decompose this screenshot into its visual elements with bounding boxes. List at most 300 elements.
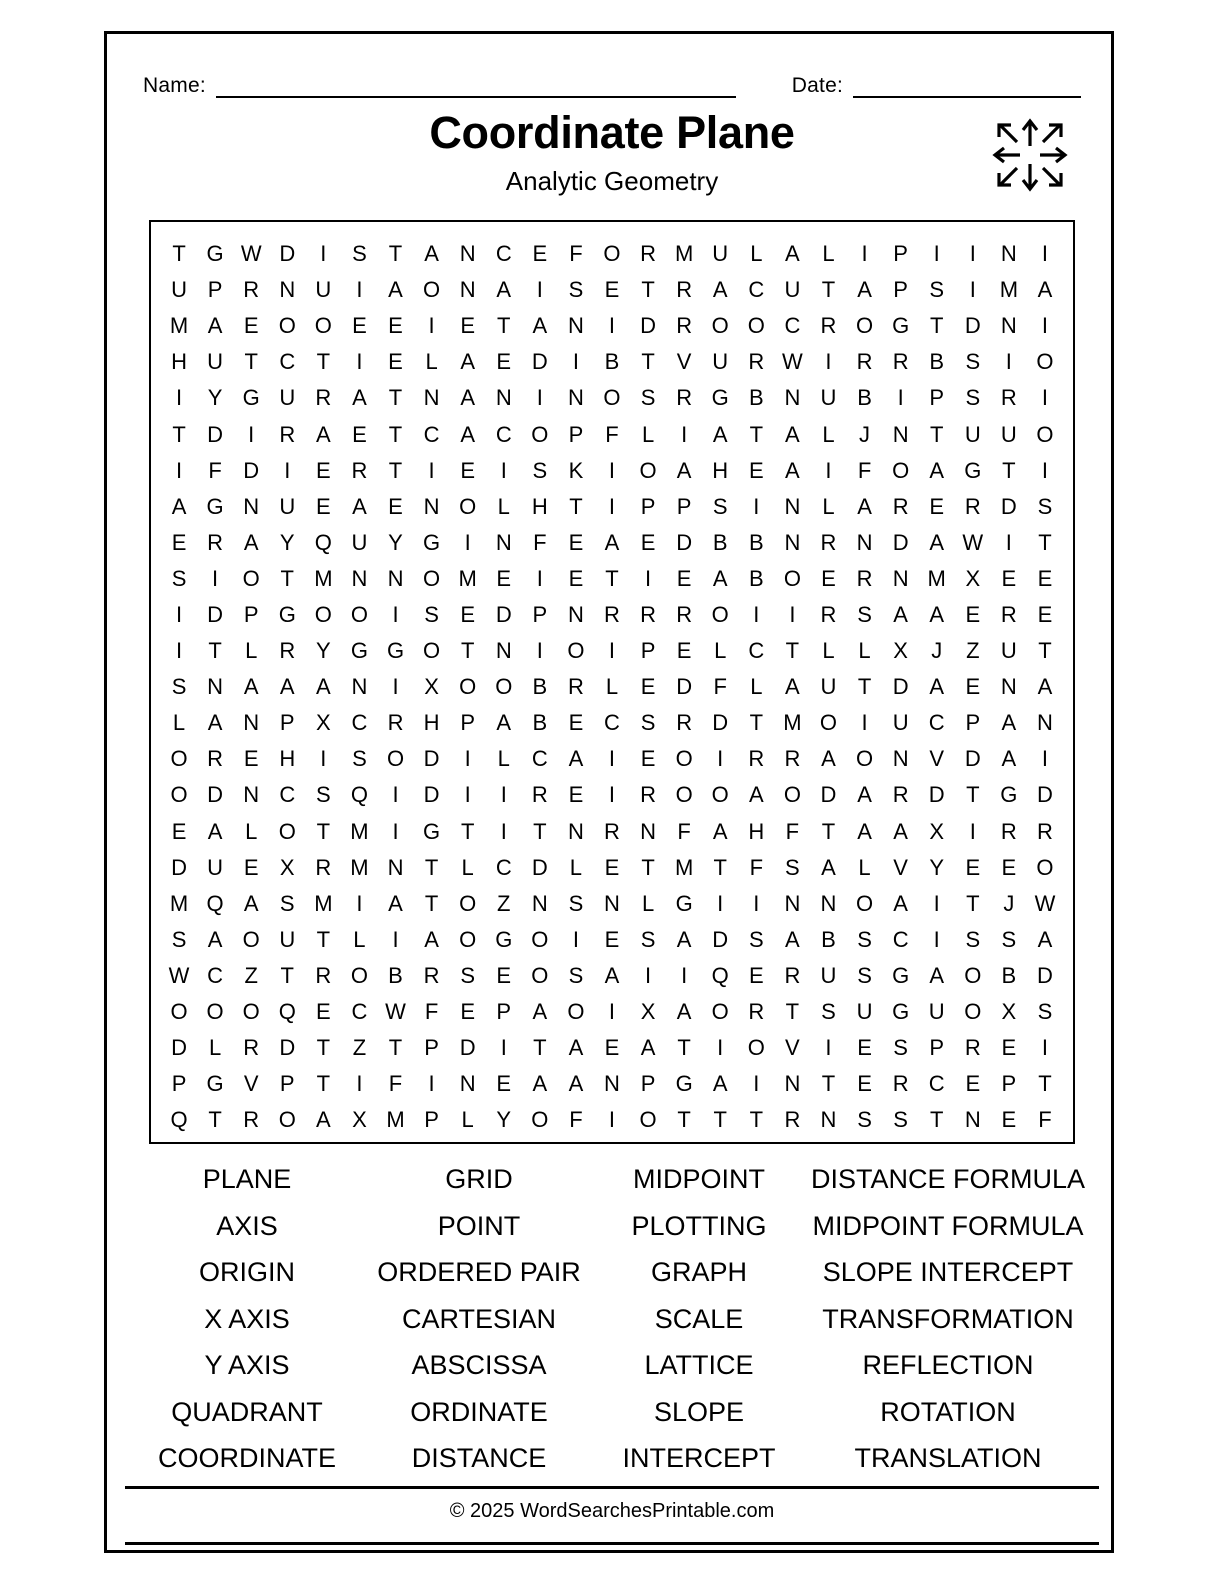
grid-cell[interactable]: D [423, 746, 440, 772]
grid-cell[interactable]: N [784, 493, 801, 519]
grid-cell[interactable]: R [640, 241, 657, 267]
grid-cell[interactable]: S [316, 782, 331, 808]
grid-cell[interactable]: I [753, 1071, 760, 1097]
grid-cell[interactable]: R [279, 638, 296, 664]
grid-cell[interactable]: E [460, 601, 476, 627]
grid-cell[interactable]: R [207, 746, 224, 772]
grid-cell[interactable]: U [1000, 421, 1017, 447]
grid-cell[interactable]: R [856, 349, 873, 375]
grid-cell[interactable]: R [640, 601, 657, 627]
grid-cell[interactable]: T [641, 854, 655, 880]
grid-cell[interactable]: T [713, 1107, 727, 1133]
grid-cell[interactable]: U [712, 349, 729, 375]
grid-cell[interactable]: C [928, 1071, 945, 1097]
grid-cell[interactable]: C [748, 638, 765, 664]
grid-cell[interactable]: D [712, 710, 729, 736]
grid-cell[interactable]: E [568, 529, 584, 555]
grid-cell[interactable]: A [604, 529, 620, 555]
grid-cell[interactable]: I [464, 529, 471, 555]
grid-cell[interactable]: O [531, 926, 549, 952]
grid-cell[interactable]: P [676, 493, 692, 519]
grid-cell[interactable]: C [604, 710, 620, 736]
grid-cell[interactable]: P [640, 638, 656, 664]
grid-cell[interactable]: O [747, 1035, 765, 1061]
grid-cell[interactable]: R [964, 1035, 981, 1061]
grid-cell[interactable]: U [207, 854, 224, 880]
grid-cell[interactable]: L [353, 926, 366, 952]
grid-cell[interactable]: R [820, 313, 837, 339]
grid-cell[interactable]: M [458, 565, 477, 591]
grid-cell[interactable]: A [676, 999, 692, 1025]
grid-cell[interactable]: G [964, 457, 982, 483]
grid-cell[interactable]: E [640, 674, 656, 700]
grid-cell[interactable]: S [857, 1107, 872, 1133]
grid-cell[interactable]: Z [966, 638, 980, 664]
grid-cell[interactable]: M [169, 313, 189, 339]
grid-cell[interactable]: E [568, 710, 584, 736]
grid-cell[interactable]: I [500, 457, 507, 483]
grid-cell[interactable]: E [1001, 1107, 1017, 1133]
grid-cell[interactable]: M [314, 565, 333, 591]
grid-cell[interactable]: T [172, 241, 186, 267]
grid-cell[interactable]: E [857, 1071, 872, 1097]
grid-cell[interactable]: A [893, 601, 908, 627]
grid-cell[interactable]: T [749, 1107, 764, 1133]
grid-cell[interactable]: F [1038, 1107, 1052, 1133]
grid-cell[interactable]: T [821, 277, 836, 303]
grid-cell[interactable]: I [392, 674, 399, 700]
grid-cell[interactable]: A [676, 457, 692, 483]
grid-cell[interactable]: P [424, 1035, 439, 1061]
grid-cell[interactable]: R [243, 277, 260, 303]
grid-cell[interactable]: F [605, 421, 619, 447]
grid-cell[interactable]: O [711, 999, 729, 1025]
grid-cell[interactable]: E [460, 313, 476, 339]
grid-cell[interactable]: O [855, 313, 874, 339]
grid-cell[interactable]: S [965, 385, 981, 411]
grid-cell[interactable]: I [1041, 313, 1049, 339]
grid-cell[interactable]: A [748, 782, 764, 808]
grid-cell[interactable]: P [929, 1035, 945, 1061]
grid-cell[interactable]: T [388, 421, 403, 447]
grid-cell[interactable]: R [567, 674, 584, 700]
grid-cell[interactable]: E [532, 241, 548, 267]
grid-cell[interactable]: E [1037, 565, 1053, 591]
grid-cell[interactable]: L [858, 854, 871, 880]
grid-cell[interactable]: T [785, 638, 800, 664]
grid-cell[interactable]: U [820, 962, 837, 988]
grid-cell[interactable]: G [206, 1071, 224, 1097]
grid-cell[interactable]: I [825, 457, 832, 483]
grid-cell[interactable]: Y [496, 1107, 512, 1133]
grid-cell[interactable]: U [207, 349, 224, 375]
grid-cell[interactable]: T [280, 565, 294, 591]
grid-cell[interactable]: C [207, 962, 224, 988]
grid-cell[interactable]: B [604, 349, 620, 375]
grid-cell[interactable]: I [284, 457, 291, 483]
grid-cell[interactable]: M [783, 710, 802, 736]
grid-cell[interactable]: D [171, 854, 187, 880]
grid-cell[interactable]: D [243, 457, 260, 483]
grid-cell[interactable]: N [207, 674, 224, 700]
grid-cell[interactable]: M [169, 890, 189, 916]
word-list-item[interactable]: ROTATION [880, 1396, 1016, 1427]
grid-cell[interactable]: O [1036, 349, 1054, 375]
grid-cell[interactable]: A [207, 926, 223, 952]
word-list-item[interactable]: SCALE [654, 1303, 744, 1334]
grid-cell[interactable]: I [500, 782, 507, 808]
grid-cell[interactable]: E [1037, 601, 1053, 627]
grid-cell[interactable]: A [532, 999, 548, 1025]
grid-cell[interactable]: S [1001, 926, 1017, 952]
grid-cell[interactable]: D [892, 529, 909, 555]
grid-cell[interactable]: T [497, 313, 511, 339]
grid-cell[interactable]: I [1041, 457, 1049, 483]
grid-cell[interactable]: W [240, 241, 262, 267]
grid-cell[interactable]: N [856, 529, 873, 555]
grid-cell[interactable]: D [531, 854, 548, 880]
grid-cell[interactable]: L [822, 638, 835, 664]
grid-cell[interactable]: E [388, 313, 403, 339]
grid-cell[interactable]: N [1037, 710, 1053, 736]
grid-cell[interactable]: R [748, 746, 765, 772]
grid-cell[interactable]: O [242, 999, 260, 1025]
grid-cell[interactable]: E [316, 999, 331, 1025]
grid-cell[interactable]: G [350, 638, 368, 664]
grid-cell[interactable]: I [1005, 349, 1012, 375]
grid-cell[interactable]: B [532, 710, 548, 736]
grid-cell[interactable]: B [388, 962, 403, 988]
grid-cell[interactable]: E [676, 565, 692, 591]
grid-cell[interactable]: T [929, 1107, 944, 1133]
grid-cell[interactable]: C [531, 746, 548, 772]
grid-cell[interactable]: R [748, 999, 765, 1025]
grid-cell[interactable]: M [314, 890, 333, 916]
word-list-item[interactable]: PLANE [202, 1164, 292, 1195]
grid-cell[interactable]: D [1037, 962, 1053, 988]
grid-cell[interactable]: G [892, 313, 910, 339]
word-list-item[interactable]: REFLECTION [862, 1350, 1034, 1381]
grid-cell[interactable]: A [929, 529, 945, 555]
grid-cell[interactable]: E [748, 457, 764, 483]
grid-cell[interactable]: U [712, 241, 729, 267]
grid-cell[interactable]: A [929, 601, 945, 627]
grid-cell[interactable]: A [388, 277, 403, 303]
grid-cell[interactable]: B [1001, 962, 1017, 988]
grid-cell[interactable]: G [206, 493, 224, 519]
grid-cell[interactable]: R [856, 565, 873, 591]
grid-cell[interactable]: R [351, 457, 368, 483]
grid-cell[interactable]: V [243, 1071, 259, 1097]
grid-cell[interactable]: O [675, 782, 693, 808]
grid-cell[interactable]: O [350, 601, 368, 627]
grid-cell[interactable]: I [969, 241, 976, 267]
grid-cell[interactable]: F [713, 674, 727, 700]
grid-cell[interactable]: I [753, 601, 760, 627]
grid-cell[interactable]: X [352, 1107, 367, 1133]
grid-cell[interactable]: I [428, 1071, 435, 1097]
grid-cell[interactable]: Y [388, 529, 403, 555]
grid-cell[interactable]: R [676, 385, 693, 411]
grid-cell[interactable]: L [497, 493, 510, 519]
grid-cell[interactable]: D [207, 601, 224, 627]
grid-cell[interactable]: I [248, 421, 255, 447]
grid-cell[interactable]: P [893, 277, 908, 303]
grid-cell[interactable]: T [316, 349, 331, 375]
grid-cell[interactable]: O [531, 1107, 549, 1133]
grid-cell[interactable]: R [315, 962, 332, 988]
grid-cell[interactable]: I [175, 457, 183, 483]
grid-cell[interactable]: O [459, 674, 477, 700]
grid-cell[interactable]: S [352, 746, 367, 772]
word-list-item[interactable]: TRANSFORMATION [822, 1303, 1074, 1334]
grid-cell[interactable]: D [928, 782, 945, 808]
grid-cell[interactable]: S [857, 601, 872, 627]
grid-cell[interactable]: I [572, 926, 579, 952]
grid-cell[interactable]: O [170, 782, 188, 808]
grid-cell[interactable]: N [495, 385, 512, 411]
grid-cell[interactable]: R [820, 529, 837, 555]
grid-cell[interactable]: G [242, 385, 260, 411]
grid-cell[interactable]: I [933, 926, 940, 952]
grid-cell[interactable]: T [1038, 1071, 1052, 1097]
grid-cell[interactable]: S [929, 277, 945, 303]
word-list-item[interactable]: ABSCISSA [411, 1350, 547, 1381]
grid-cell[interactable]: L [461, 854, 474, 880]
grid-cell[interactable]: I [608, 638, 616, 664]
grid-cell[interactable]: I [320, 241, 327, 267]
grid-cell[interactable]: O [278, 313, 296, 339]
grid-cell[interactable]: G [892, 962, 910, 988]
grid-cell[interactable]: F [857, 457, 872, 483]
grid-cell[interactable]: X [424, 674, 439, 700]
grid-cell[interactable]: D [964, 746, 981, 772]
grid-cell[interactable]: S [640, 385, 656, 411]
grid-cell[interactable]: J [1003, 890, 1015, 916]
grid-cell[interactable]: N [604, 1071, 620, 1097]
grid-cell[interactable]: O [1036, 421, 1054, 447]
grid-cell[interactable]: D [423, 782, 440, 808]
grid-cell[interactable]: O [314, 601, 332, 627]
grid-cell[interactable]: F [208, 457, 222, 483]
grid-cell[interactable]: A [712, 565, 728, 591]
grid-cell[interactable]: E [857, 1035, 872, 1061]
grid-cell[interactable]: R [279, 421, 296, 447]
grid-cell[interactable]: G [423, 818, 441, 844]
grid-cell[interactable]: I [608, 782, 616, 808]
grid-cell[interactable]: I [717, 890, 724, 916]
grid-cell[interactable]: H [712, 457, 729, 483]
grid-cell[interactable]: I [645, 962, 652, 988]
grid-cell[interactable]: V [785, 1035, 800, 1061]
grid-cell[interactable]: N [1000, 313, 1017, 339]
grid-cell[interactable]: V [676, 349, 692, 375]
grid-cell[interactable]: A [568, 746, 584, 772]
word-list-item[interactable]: LATTICE [644, 1350, 754, 1381]
grid-cell[interactable]: A [352, 385, 367, 411]
grid-cell[interactable]: A [857, 782, 872, 808]
grid-cell[interactable]: T [569, 493, 583, 519]
grid-cell[interactable]: I [1041, 1035, 1049, 1061]
grid-cell[interactable]: T [1038, 638, 1052, 664]
grid-cell[interactable]: R [676, 710, 693, 736]
grid-cell[interactable]: E [676, 638, 692, 664]
grid-cell[interactable]: Z [497, 890, 511, 916]
grid-cell[interactable]: O [350, 962, 368, 988]
grid-cell[interactable]: R [1000, 601, 1017, 627]
grid-cell[interactable]: O [747, 313, 765, 339]
grid-cell[interactable]: Q [350, 782, 368, 808]
grid-cell[interactable]: O [783, 782, 801, 808]
grid-cell[interactable]: P [568, 421, 584, 447]
grid-cell[interactable]: N [423, 385, 440, 411]
word-list-item[interactable]: ORDINATE [410, 1396, 548, 1427]
grid-cell[interactable]: O [567, 999, 585, 1025]
grid-cell[interactable]: C [279, 349, 296, 375]
grid-cell[interactable]: T [280, 962, 294, 988]
grid-cell[interactable]: S [532, 457, 548, 483]
grid-cell[interactable]: I [392, 601, 399, 627]
grid-cell[interactable]: E [243, 746, 259, 772]
grid-cell[interactable]: S [568, 890, 584, 916]
grid-cell[interactable]: I [861, 710, 868, 736]
grid-cell[interactable]: S [171, 565, 187, 591]
grid-cell[interactable]: C [495, 241, 512, 267]
grid-cell[interactable]: M [674, 854, 694, 880]
grid-cell[interactable]: R [748, 349, 765, 375]
word-list-item[interactable]: SLOPE [653, 1396, 745, 1427]
grid-cell[interactable]: T [533, 818, 547, 844]
grid-cell[interactable]: A [712, 818, 728, 844]
grid-cell[interactable]: D [820, 782, 837, 808]
grid-cell[interactable]: N [892, 421, 909, 447]
grid-cell[interactable]: U [892, 710, 909, 736]
grid-cell[interactable]: P [207, 277, 223, 303]
grid-cell[interactable]: O [423, 565, 441, 591]
grid-cell[interactable]: T [316, 1035, 331, 1061]
grid-cell[interactable]: D [531, 349, 548, 375]
grid-cell[interactable]: I [608, 457, 616, 483]
grid-cell[interactable]: R [640, 782, 657, 808]
grid-cell[interactable]: A [316, 1107, 331, 1133]
grid-cell[interactable]: A [712, 1071, 728, 1097]
grid-cell[interactable]: T [641, 349, 655, 375]
grid-cell[interactable]: G [386, 638, 405, 664]
grid-cell[interactable]: L [497, 746, 510, 772]
grid-cell[interactable]: O [964, 999, 982, 1025]
grid-cell[interactable]: Y [279, 529, 295, 555]
grid-cell[interactable]: F [749, 854, 764, 880]
grid-cell[interactable]: O [819, 710, 838, 736]
grid-cell[interactable]: I [356, 349, 363, 375]
grid-cell[interactable]: L [750, 241, 763, 267]
grid-cell[interactable]: I [212, 565, 219, 591]
grid-cell[interactable]: W [168, 962, 190, 988]
grid-cell[interactable]: I [969, 277, 976, 303]
grid-cell[interactable]: D [676, 674, 693, 700]
grid-cell[interactable]: E [604, 277, 620, 303]
grid-cell[interactable]: A [496, 277, 512, 303]
grid-cell[interactable]: Y [207, 385, 223, 411]
grid-cell[interactable]: A [460, 421, 476, 447]
grid-cell[interactable]: R [784, 1107, 801, 1133]
grid-cell[interactable]: R [892, 782, 909, 808]
grid-cell[interactable]: N [459, 1071, 476, 1097]
grid-cell[interactable]: N [784, 385, 801, 411]
word-list-item[interactable]: DISTANCE [411, 1443, 547, 1474]
grid-cell[interactable]: T [460, 818, 475, 844]
grid-cell[interactable]: E [965, 854, 981, 880]
grid-cell[interactable]: N [1000, 241, 1017, 267]
grid-cell[interactable]: L [172, 710, 186, 736]
grid-cell[interactable]: E [496, 565, 512, 591]
grid-cell[interactable]: A [929, 962, 945, 988]
grid-cell[interactable]: A [424, 926, 439, 952]
grid-cell[interactable]: O [603, 241, 621, 267]
grid-cell[interactable]: X [640, 999, 656, 1025]
grid-cell[interactable]: O [242, 926, 260, 952]
grid-cell[interactable]: E [965, 674, 981, 700]
grid-cell[interactable]: F [388, 1071, 403, 1097]
grid-cell[interactable]: O [964, 962, 982, 988]
grid-cell[interactable]: G [278, 601, 296, 627]
grid-cell[interactable]: R [892, 1071, 909, 1097]
grid-cell[interactable]: S [568, 962, 584, 988]
grid-cell[interactable]: O [531, 421, 549, 447]
word-list-item[interactable]: PLOTTING [631, 1210, 767, 1241]
grid-cell[interactable]: N [604, 890, 620, 916]
grid-cell[interactable]: U [351, 529, 368, 555]
grid-cell[interactable]: I [717, 746, 724, 772]
grid-cell[interactable]: D [964, 313, 981, 339]
name-input-line[interactable] [216, 72, 736, 98]
grid-cell[interactable]: F [533, 529, 547, 555]
word-list-item[interactable]: INTERCEPT [622, 1443, 776, 1474]
grid-cell[interactable]: U [964, 421, 981, 447]
grid-cell[interactable]: T [677, 1107, 691, 1133]
grid-cell[interactable]: O [639, 457, 657, 483]
grid-cell[interactable]: R [243, 1107, 260, 1133]
grid-cell[interactable]: S [857, 926, 872, 952]
grid-cell[interactable]: E [604, 854, 620, 880]
grid-cell[interactable]: I [356, 277, 363, 303]
grid-cell[interactable]: I [717, 1035, 724, 1061]
grid-cell[interactable]: A [243, 529, 259, 555]
grid-cell[interactable]: T [929, 313, 944, 339]
grid-cell[interactable]: D [207, 782, 224, 808]
grid-cell[interactable]: E [460, 457, 476, 483]
grid-cell[interactable]: E [640, 746, 656, 772]
word-list-item[interactable]: Y AXIS [204, 1350, 290, 1381]
grid-cell[interactable]: I [933, 890, 940, 916]
grid-cell[interactable]: U [315, 277, 332, 303]
grid-cell[interactable]: N [964, 1107, 981, 1133]
grid-cell[interactable]: E [496, 962, 512, 988]
grid-cell[interactable]: G [1000, 782, 1018, 808]
grid-cell[interactable]: E [1001, 854, 1017, 880]
grid-cell[interactable]: R [315, 385, 332, 411]
grid-cell[interactable]: O [314, 313, 332, 339]
grid-cell[interactable]: P [532, 601, 548, 627]
grid-cell[interactable]: B [712, 529, 728, 555]
grid-cell[interactable]: A [279, 674, 295, 700]
grid-cell[interactable]: P [893, 241, 908, 267]
grid-cell[interactable]: O [1036, 854, 1054, 880]
grid-cell[interactable]: A [857, 818, 872, 844]
grid-cell[interactable]: I [392, 782, 399, 808]
grid-cell[interactable]: N [459, 277, 476, 303]
grid-cell[interactable]: O [711, 601, 729, 627]
